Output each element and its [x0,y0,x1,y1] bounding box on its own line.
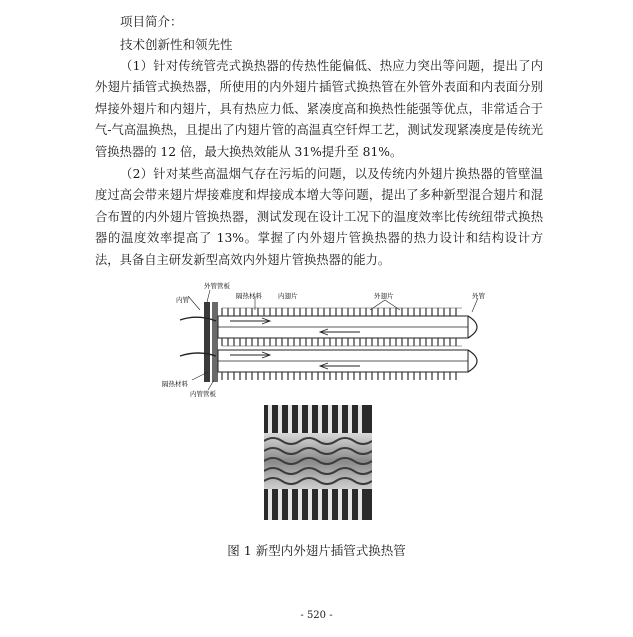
figure-caption: 图 1 新型内外翅片插管式换热管 [227,543,406,558]
paragraph-1: （1）针对传统管壳式换热器的传热性能偏低、热应力突出等问题，提出了内外翅片插管式换热器，所使用的内外翅片插管式换热管在外管外表面和内表面分别焊接外翅片和内翅片，具有热应力低、紧凑度高和换热性能强等优点，非常适合于气-气高温换热，且提出了内翅片管的高温真空钎焊工艺，测试发现紧凑度是传统光管换热器的 12 倍，最大换热效能从 31%提升至 81%。 [95,59,543,159]
fin-photo [264,405,372,520]
label-insulation-2: 隔热材料 [162,380,188,388]
subsection-heading: 技术创新性和领先性 [120,37,233,52]
label-outer-tube-sheet: 外管管板 [204,282,230,290]
page-number: - 520 - [300,610,333,621]
label-outer-tube: 外管 [472,292,485,300]
heat-exchanger-diagram [160,280,490,400]
label-inner-tube: 内管 [176,296,189,304]
label-insulation-1: 隔热材料 [236,292,262,300]
upper-tube [180,308,477,346]
outer-tube-sheet [204,302,210,382]
label-outer-fin: 外翅片 [374,292,394,300]
lower-tube [180,350,477,380]
paragraph-2: （2）针对某些高温烟气存在污垢的问题，以及传统内外翅片换热器的管壁温度过高会带来翅片焊接难度和焊接成本增大等问题，提出了多种新型混合翅片和混合布置的内外翅片管换热器，测试发现在设计工况下的温度效率比传统纽带式换热器的温度效率提高了 13%。掌握了内外翅片管换热器的热力设计和结构设计方法，具备自主研发新型高效内外翅片管换热器的能力。 [95,167,543,267]
label-inner-tube-sheet: 内管管板 [190,390,216,398]
section-heading: 项目简介： [120,14,183,29]
inner-tube-sheet [212,302,218,382]
label-inner-fin: 内翅片 [278,292,298,300]
